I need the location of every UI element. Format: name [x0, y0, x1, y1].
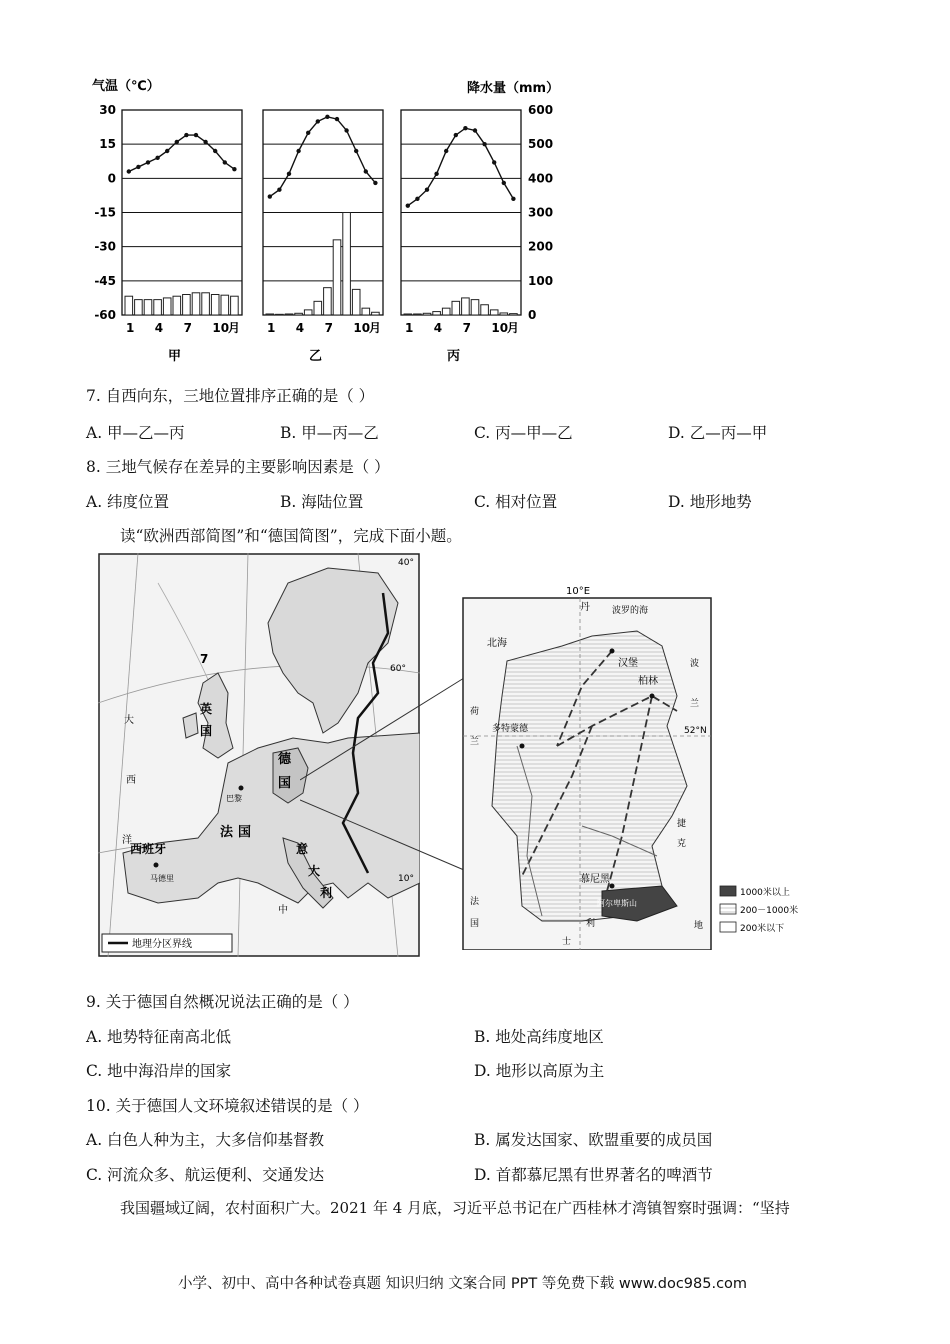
precip-tick-label: 500 — [528, 137, 554, 152]
temp-axis-title: 气温（℃） — [92, 79, 160, 94]
q8-option-c[interactable]: C. 相对位置 — [474, 493, 558, 511]
temp-tick-label: 30 — [99, 103, 116, 117]
label-hamburg: 汉堡 — [618, 658, 638, 669]
temp-point — [232, 167, 236, 171]
precip-bar — [285, 314, 293, 315]
label-munich: 慕尼黑 — [580, 874, 610, 885]
label-swiss: 士 — [562, 937, 572, 947]
precip-bar — [481, 305, 489, 315]
temp-point — [502, 181, 506, 185]
label-40: 40° — [398, 558, 414, 568]
month-tick-label: 1 — [126, 321, 135, 335]
precip-bar — [314, 301, 322, 315]
temp-point — [194, 133, 198, 137]
dortmund-dot — [520, 744, 525, 749]
legend-swatch-low — [720, 922, 736, 932]
munich-dot — [610, 884, 615, 889]
temp-point — [306, 131, 310, 135]
month-tick-label: 10 — [212, 321, 230, 335]
label-ocean: 大西洋 — [122, 715, 136, 846]
month-unit-label: 月 — [228, 321, 241, 335]
month-tick-label: 7 — [183, 321, 192, 335]
precip-tick-label: 100 — [528, 273, 554, 288]
precip-bar — [510, 314, 518, 315]
month-tick-label: 4 — [433, 321, 443, 335]
precip-bar — [343, 213, 351, 316]
temp-point — [136, 165, 140, 169]
month-tick-label: 4 — [154, 321, 164, 335]
temp-point — [425, 188, 429, 192]
temp-point — [146, 160, 150, 164]
precip-bar — [352, 289, 360, 315]
month-tick-label: 10 — [491, 321, 509, 335]
q10-option-a[interactable]: A. 白色人种为主，大多信仰基督教 — [86, 1131, 325, 1149]
precip-tick-label: 200 — [528, 239, 554, 254]
precip-bar — [295, 313, 303, 315]
precip-bar — [404, 314, 412, 315]
europe-legend-label: 地理分区界线 — [132, 939, 192, 950]
q8-stem: 8. 三地气候存在差异的主要影响因素是（ ） — [86, 458, 390, 476]
q7-option-d[interactable]: D. 乙—丙—甲 — [668, 424, 768, 442]
q9-option-b[interactable]: B. 地处高纬度地区 — [474, 1028, 604, 1046]
precip-bar — [304, 310, 312, 315]
precip-bar — [452, 301, 460, 315]
temp-point — [268, 194, 272, 198]
precip-tick-labels — [528, 103, 553, 322]
temp-point — [454, 133, 458, 137]
precip-bar — [154, 300, 162, 315]
label-alps: 阿尔卑斯山 — [597, 899, 637, 908]
label-seven: 7 — [200, 652, 209, 666]
precip-axis-title: 降水量（mm） — [467, 81, 560, 96]
station-name: 乙 — [309, 349, 323, 364]
q9-stem: 9. 关于德国自然概况说法正确的是（ ） — [86, 993, 359, 1011]
precip-bar — [163, 298, 171, 315]
station-name: 丙 — [447, 349, 461, 364]
label-poland: 波兰 — [690, 659, 700, 709]
legend-swatch-mid — [720, 904, 736, 914]
reading-intro: 读“欧洲西部简图”和“德国简图”，完成下面小题。 — [120, 527, 462, 545]
label-spain: 西班牙 — [130, 842, 167, 856]
precip-bar — [433, 312, 441, 315]
q7-option-b[interactable]: B. 甲—丙—乙 — [280, 424, 379, 442]
label-dortmund: 多特蒙德 — [492, 724, 529, 734]
label-denmark: 丹 — [580, 602, 590, 613]
temp-point — [511, 197, 515, 201]
precip-bar — [372, 312, 380, 315]
hamburg-dot — [610, 649, 615, 654]
label-lon: 10°E — [566, 586, 591, 597]
climate-panels — [122, 110, 521, 364]
month-tick-label: 7 — [324, 321, 333, 335]
precip-bar — [125, 296, 133, 315]
precip-tick-label: 600 — [528, 103, 554, 117]
label-madrid: 马德里 — [150, 874, 174, 883]
temp-point — [354, 149, 358, 153]
temp-point — [406, 203, 410, 207]
precip-bar — [471, 300, 479, 315]
temp-point — [296, 149, 300, 153]
precip-tick-label: 400 — [528, 171, 554, 186]
label-netherlands: 荷兰 — [470, 707, 480, 747]
temp-point — [165, 149, 169, 153]
temp-point — [184, 133, 188, 137]
climate-panel — [401, 110, 521, 364]
q10-option-b[interactable]: B. 属发达国家、欧盟重要的成员国 — [474, 1131, 713, 1149]
q8-option-d[interactable]: D. 地形地势 — [668, 493, 752, 511]
precip-bar — [324, 288, 332, 315]
temp-point — [463, 126, 467, 130]
precip-bar — [202, 293, 210, 315]
paris-dot — [239, 786, 244, 791]
precip-bar — [362, 308, 370, 315]
q10-stem: 10. 关于德国人文环境叙述错误的是（ ） — [86, 1097, 369, 1115]
label-paris: 巴黎 — [226, 794, 242, 803]
temp-point — [203, 140, 207, 144]
month-unit-label: 月 — [369, 321, 382, 335]
temp-tick-label: -45 — [94, 273, 116, 288]
temp-tick-label: -15 — [94, 205, 116, 220]
month-tick-label: 10 — [353, 321, 371, 335]
temp-tick-label: 15 — [99, 137, 116, 152]
precip-bar — [192, 293, 200, 315]
precip-tick-label: 300 — [528, 205, 554, 220]
precip-bar — [276, 314, 284, 315]
temp-point — [344, 128, 348, 132]
temp-point — [127, 169, 131, 173]
temp-line — [408, 128, 514, 205]
q7-option-a[interactable]: A. 甲—乙—丙 — [86, 424, 185, 442]
legend-swatch-high — [720, 886, 736, 896]
map-connector-lines — [300, 670, 470, 880]
temp-tick-labels — [94, 103, 116, 322]
temp-point — [335, 117, 339, 121]
month-tick-label: 7 — [462, 321, 471, 335]
q10-option-c[interactable]: C. 河流众多、航运便利、交通发达 — [86, 1166, 325, 1184]
temp-point — [415, 197, 419, 201]
temp-point — [155, 156, 159, 160]
berlin-dot — [650, 694, 655, 699]
temp-tick-label: -30 — [94, 239, 116, 254]
temp-point — [213, 149, 217, 153]
climate-panel — [263, 110, 383, 364]
label-baltic: 波罗的海 — [612, 606, 649, 616]
temp-point — [364, 169, 368, 173]
precip-bar — [442, 308, 450, 315]
label-austria: 利 — [586, 919, 596, 929]
month-tick-label: 1 — [405, 321, 414, 335]
precip-bar — [173, 296, 181, 315]
temp-point — [492, 160, 496, 164]
legend-label-low: 200米以下 — [740, 924, 785, 934]
label-france: 法 国 — [220, 825, 252, 840]
temp-point — [473, 128, 477, 132]
label-60: 60° — [390, 664, 406, 674]
label-uk: 英国 — [200, 702, 213, 738]
q8-option-b[interactable]: B. 海陆位置 — [280, 493, 364, 511]
temp-point — [434, 172, 438, 176]
precip-bar — [135, 300, 143, 315]
label-mediterranean: 中 — [278, 905, 288, 916]
temp-point — [223, 160, 227, 164]
temp-point — [444, 149, 448, 153]
temp-point — [277, 188, 281, 192]
label-italy: 意大利 — [296, 842, 333, 900]
precip-bar — [462, 298, 470, 315]
label-10: 10° — [398, 874, 414, 884]
temp-line — [270, 117, 376, 197]
climate-charts — [80, 70, 580, 370]
precip-bar — [414, 314, 422, 315]
temp-point — [373, 181, 377, 185]
precip-bar — [500, 313, 508, 315]
month-tick-label: 1 — [267, 321, 276, 335]
germany-map — [462, 586, 852, 950]
precip-bar — [333, 240, 341, 315]
precip-bar — [183, 295, 191, 316]
label-ao: 地 — [694, 921, 704, 931]
precip-bar — [231, 296, 239, 315]
label-germany: 德国 — [278, 752, 292, 791]
climate-panel — [122, 110, 242, 364]
label-czech: 捷克 — [677, 819, 687, 849]
q7-option-c[interactable]: C. 丙—甲—乙 — [474, 424, 573, 442]
precip-tick-label: 0 — [528, 308, 537, 322]
precip-bar — [144, 300, 152, 315]
temp-line — [129, 135, 235, 171]
temp-point — [482, 142, 486, 146]
page-footer: 小学、初中、高中各种试卷真题 知识归纳 文案合同 PPT 等免费下载 www.doc985.com — [178, 1276, 748, 1292]
station-name: 甲 — [168, 349, 182, 364]
q9-option-a[interactable]: A. 地势特征南高北低 — [86, 1028, 232, 1046]
temp-point — [287, 172, 291, 176]
label-north-sea: 北海 — [487, 638, 507, 649]
label-lat: 52°N — [684, 726, 707, 736]
month-unit-label: 月 — [507, 321, 520, 335]
temp-point — [175, 140, 179, 144]
q7-stem: 7. 自西向东，三地位置排序正确的是（ ） — [86, 387, 375, 405]
precip-bar — [490, 310, 498, 315]
precip-bar — [266, 314, 274, 315]
q10-option-d[interactable]: D. 首都慕尼黑有世界著名的啤酒节 — [474, 1166, 713, 1184]
precip-bar — [221, 295, 229, 315]
temp-tick-label: -60 — [94, 308, 116, 322]
label-france-de: 法国 — [470, 897, 480, 929]
temp-tick-label: 0 — [107, 171, 116, 186]
label-berlin: 柏林 — [638, 676, 658, 687]
legend-label-mid: 200－1000米 — [740, 906, 799, 916]
closing-paragraph: 我国疆域辽阔，农村面积广大。2021 年 4 月底，习近平总书记在广西桂林才湾镇智察时强调：“坚持 — [120, 1199, 790, 1217]
q8-option-a[interactable]: A. 纬度位置 — [86, 493, 170, 511]
q9-option-d[interactable]: D. 地形以高原为主 — [474, 1062, 605, 1080]
legend-label-high: 1000米以上 — [740, 888, 790, 898]
temp-point — [316, 119, 320, 123]
precip-bar — [211, 295, 219, 316]
month-tick-label: 4 — [295, 321, 305, 335]
q9-option-c[interactable]: C. 地中海沿岸的国家 — [86, 1062, 232, 1080]
precip-bar — [423, 313, 431, 315]
temp-point — [325, 115, 329, 119]
madrid-dot — [154, 863, 159, 868]
